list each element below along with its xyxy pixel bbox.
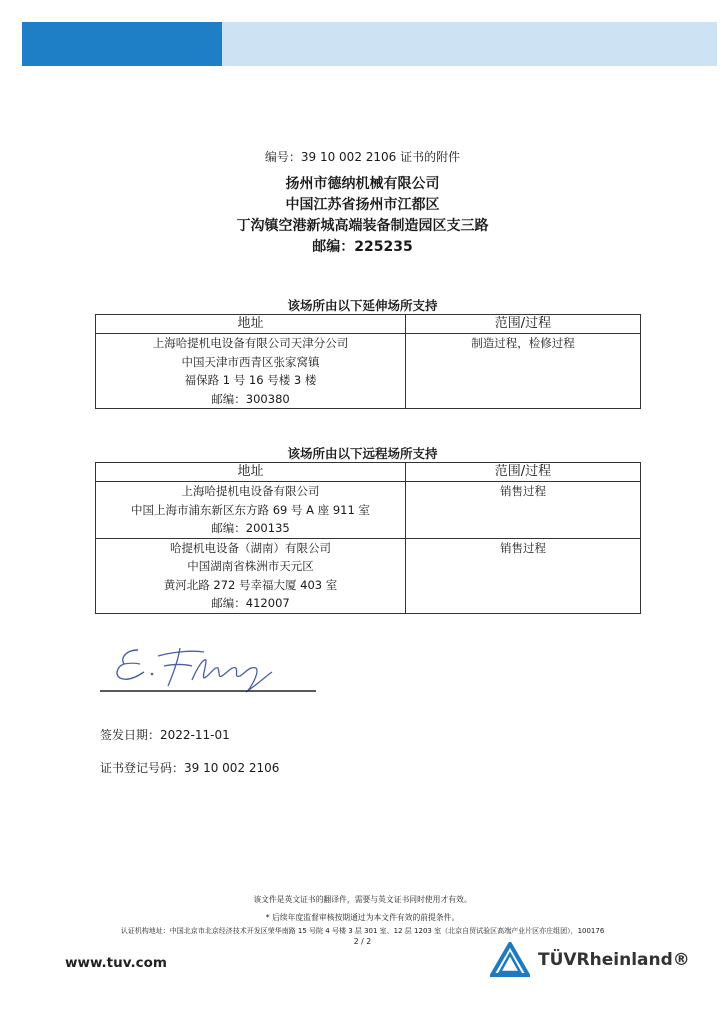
table-header-row <box>96 315 641 334</box>
address-line: 邮编：412007 <box>211 596 290 610</box>
column-header-address: 地址 <box>96 463 406 482</box>
tuv-rheinland-logo <box>490 940 690 980</box>
address-line: 中国天津市西青区张家窝镇 <box>181 354 320 369</box>
remote-sites-table <box>95 462 641 614</box>
column-header-address: 地址 <box>96 315 406 334</box>
logo-text: TÜVRheinland® <box>538 950 690 970</box>
column-header-scope: 范围/过程 <box>406 315 641 334</box>
column-header-scope: 范围/过程 <box>406 463 641 482</box>
issue-date: 签发日期：2022-11-01 <box>100 728 230 742</box>
extended-sites-table <box>95 314 641 409</box>
scope-text: 销售过程 <box>500 484 546 498</box>
company-address-line-2: 丁沟镇空港新城高端装备制造园区支三路 <box>236 218 489 234</box>
address-cell <box>96 334 406 409</box>
address-line: 上海哈提机电设备有限公司天津分公司 <box>152 336 349 350</box>
scope-cell <box>406 538 641 613</box>
address-cell <box>96 538 406 613</box>
table-header-row <box>96 463 641 482</box>
scope-text: 销售过程 <box>500 540 546 555</box>
address-line: 中国上海市浦东新区东方路 69 号 A 座 911 室 <box>131 502 370 517</box>
company-address-line-1: 中国江苏省扬州市江都区 <box>285 197 440 213</box>
address-line: 邮编：200135 <box>211 521 290 535</box>
extended-sites-title: 该场所由以下延伸场所支持 <box>287 298 438 313</box>
footer-cert-body-address: 认证机构地址：中国北京市北京经济技术开发区荣华南路 15 号院 4 号楼 3 层 301 室、12 层 1203 室（北京自贸试验区高端产业片区亦庄组团），100176 <box>120 927 605 935</box>
header-band-dark <box>22 22 222 66</box>
address-line: 哈提机电设备（湖南）有限公司 <box>170 540 331 555</box>
website-url: www.tuv.com <box>65 955 167 971</box>
address-line: 福保路 1 号 16 号楼 3 楼 <box>184 373 317 387</box>
triangle-logo-icon <box>490 942 530 978</box>
scope-cell <box>406 482 641 539</box>
signature-image <box>100 636 320 696</box>
address-line: 中国湖南省株洲市天元区 <box>187 559 314 573</box>
page-number: 2 / 2 <box>353 937 372 946</box>
table-row <box>96 482 641 539</box>
company-block <box>0 174 725 258</box>
company-name: 扬州市德纳机械有限公司 <box>285 176 440 192</box>
certificate-reference: 编号：39 10 002 2106 证书的附件 <box>264 150 461 164</box>
address-line: 邮编：300380 <box>211 391 290 406</box>
registration-number: 证书登记号码：39 10 002 2106 <box>100 761 280 775</box>
company-postcode: 邮编：225235 <box>312 239 413 255</box>
footer-audit-note: * 后续年度监督审核按期通过为本文件有效的前提条件。 <box>265 913 460 922</box>
scope-text: 制造过程，检修过程 <box>471 336 575 350</box>
address-line: 上海哈提机电设备有限公司 <box>181 484 320 498</box>
header-color-band <box>22 22 717 66</box>
table-row <box>96 538 641 613</box>
table-row <box>96 334 641 409</box>
address-line: 黄河北路 272 号幸福大厦 403 室 <box>163 577 338 592</box>
address-cell <box>96 482 406 539</box>
footer-translation-note: 该文件是英文证书的翻译件，需要与英文证书同时使用才有效。 <box>253 895 472 904</box>
remote-sites-title: 该场所由以下远程场所支持 <box>287 446 438 461</box>
header-band-light <box>222 22 717 66</box>
scope-cell <box>406 334 641 409</box>
